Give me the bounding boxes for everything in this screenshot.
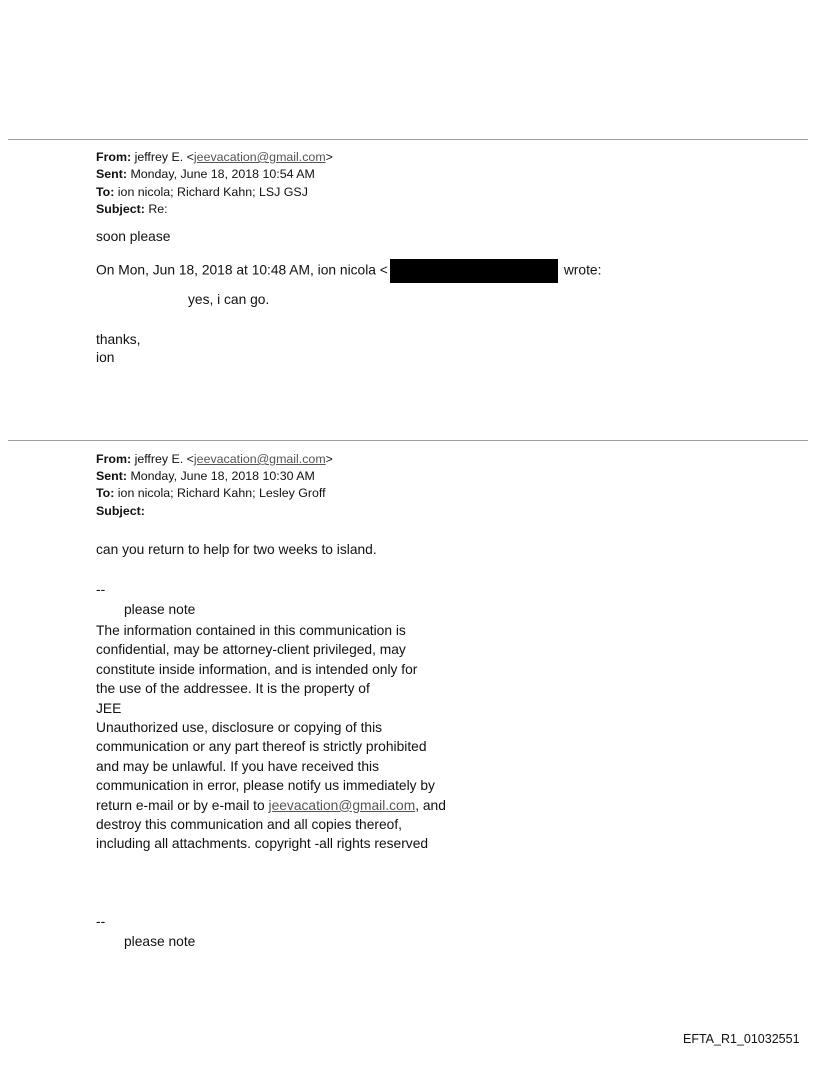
bates-number: EFTA_R1_01032551 [683,1032,800,1046]
signature-separator-2: -- [96,914,106,929]
signature-note: please note [124,602,196,617]
from-name: jeffrey E. < [134,452,194,466]
disclaimer-text: The information contained in this communication is confidential, may be attorney-client privileged, may constitute inside information, and is intended only for the use of the addressee. It is the property of JEE Unauthorized use, disclosure or copying of this communication or any part thereof is strictly prohibited and may be unlawful. If you have received this communication in error, please notify us immediately by return e-mail or by e-mail to [96,623,435,813]
email1-to [96,184,308,201]
quote-header-text: On Mon, Jun 18, 2018 at 10:48 AM, ion nicola < [96,262,388,278]
subject-label: Subject: [96,202,145,216]
from-name: jeffrey E. < [134,150,194,164]
from-close: > [325,150,333,164]
sent-label: Sent: [96,469,127,483]
quote-body: yes, i can go. [188,292,270,307]
to-value: ion nicola; Richard Kahn; LSJ GSJ [117,185,308,199]
email1-subject [96,201,168,218]
subject-label: Subject: [96,504,145,518]
disclaimer [96,621,516,854]
from-label: From: [96,150,132,164]
email2-body: can you return to help for two weeks to island. [96,542,377,557]
signature-separator: -- [96,582,106,597]
from-label: From: [96,452,132,466]
signature-thanks: thanks, [96,332,141,347]
signature-name: ion [96,350,115,365]
divider [8,139,808,140]
from-email-link[interactable]: jeevacation@gmail.com [193,452,326,466]
email2-sent [96,468,315,485]
subject-value: Re: [148,202,168,216]
to-label: To: [96,486,115,500]
email1-body: soon please [96,229,171,244]
to-value: ion nicola; Richard Kahn; Lesley Groff [117,486,326,500]
to-label: To: [96,185,115,199]
email1-sent [96,166,315,183]
sent-value: Monday, June 18, 2018 10:30 AM [130,469,315,483]
quote-wrote: wrote: [563,262,602,278]
sent-value: Monday, June 18, 2018 10:54 AM [130,167,315,181]
disclaimer-email-link[interactable]: jeevacation@gmail.com [268,797,416,813]
quote-header [96,259,601,283]
email1-from [96,149,333,166]
from-close: > [325,452,333,466]
redaction-box [390,259,558,283]
disclaimer-text-end: , and destroy this communication and all copies thereof, including all attachments. copyright -all rights reserved [96,797,446,852]
email2-to [96,485,326,502]
from-email-link[interactable]: jeevacation@gmail.com [193,150,326,164]
email2-subject [96,503,145,520]
email2-from [96,451,333,468]
signature-note-2: please note [124,934,196,949]
sent-label: Sent: [96,167,127,181]
divider [8,440,808,441]
